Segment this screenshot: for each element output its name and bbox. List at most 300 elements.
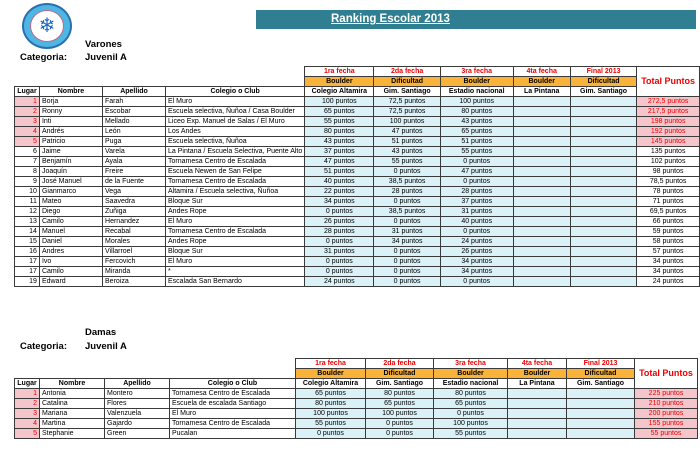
cell-puntos-fecha-5 <box>570 257 636 267</box>
cell-apellido: Recabal <box>103 227 166 237</box>
logo-inner-circle <box>30 10 64 42</box>
cell-puntos-fecha-4 <box>513 207 570 217</box>
damas-category-label: Categoria: <box>20 341 67 352</box>
table-row <box>15 217 700 227</box>
column-header-colegio-o-club: Colegio o Club <box>170 379 296 389</box>
table-row <box>15 399 698 409</box>
table-row <box>15 187 700 197</box>
cell-puntos-fecha-3: 28 puntos <box>440 187 513 197</box>
cell-total-puntos: 66 puntos <box>637 217 700 227</box>
table-row <box>15 267 700 277</box>
cell-puntos-fecha-1: 37 puntos <box>305 147 374 157</box>
discipline-header-4: Boulder <box>508 369 567 379</box>
venue-header-3: Estadio nacional <box>434 379 508 389</box>
cell-puntos-fecha-4 <box>513 227 570 237</box>
cell-puntos-fecha-3: 43 puntos <box>440 117 513 127</box>
cell-puntos-fecha-4 <box>508 399 567 409</box>
cell-puntos-fecha-1: 55 puntos <box>296 419 366 429</box>
cell-puntos-fecha-5 <box>567 399 635 409</box>
cell-puntos-fecha-5 <box>570 167 636 177</box>
cell-puntos-fecha-1: 51 puntos <box>305 167 374 177</box>
cell-puntos-fecha-3: 24 puntos <box>440 237 513 247</box>
cell-puntos-fecha-1: 43 puntos <box>305 137 374 147</box>
venue-header-2: Gim. Santiago <box>374 87 440 97</box>
cell-colegio-club: Tornamesa Centro de Escalada <box>170 389 296 399</box>
table-row <box>15 207 700 217</box>
cell-total-puntos: 217,5 puntos <box>637 107 700 117</box>
cell-puntos-fecha-4 <box>513 217 570 227</box>
cell-total-puntos: 272,5 puntos <box>637 97 700 107</box>
federation-logo <box>22 3 72 49</box>
cell-puntos-fecha-4 <box>513 237 570 247</box>
table-row <box>15 117 700 127</box>
fecha-header-2: 2da fecha <box>366 359 434 369</box>
cell-apellido: Mellado <box>103 117 166 127</box>
cell-puntos-fecha-4 <box>513 157 570 167</box>
cell-apellido: Fercovich <box>103 257 166 267</box>
cell-lugar: 10 <box>15 187 40 197</box>
cell-puntos-fecha-3: 0 puntos <box>440 227 513 237</box>
cell-puntos-fecha-2: 0 puntos <box>374 257 440 267</box>
cell-colegio-club: Los Andes <box>166 127 305 137</box>
cell-lugar: 12 <box>15 207 40 217</box>
cell-apellido: Hernandez <box>103 217 166 227</box>
table-row <box>15 147 700 157</box>
column-header-colegio-o-club: Colegio o Club <box>166 87 305 97</box>
cell-nombre: Gianmarco <box>39 187 102 197</box>
cell-lugar: 17 <box>15 267 40 277</box>
cell-total-puntos: 155 puntos <box>635 419 698 429</box>
cell-total-puntos: 69,5 puntos <box>637 207 700 217</box>
varones-ranking-table <box>14 66 700 287</box>
cell-nombre: Ronny <box>39 107 102 117</box>
cell-puntos-fecha-2: 0 puntos <box>374 197 440 207</box>
cell-colegio-club: Escuela Newen de San Felipe <box>166 167 305 177</box>
cell-puntos-fecha-4 <box>513 177 570 187</box>
cell-nombre: Inti <box>39 117 102 127</box>
cell-lugar: 19 <box>15 277 40 287</box>
discipline-header-5: Dificultad <box>570 77 636 87</box>
cell-puntos-fecha-5 <box>570 127 636 137</box>
cell-lugar: 17 <box>15 257 40 267</box>
table-row <box>15 419 698 429</box>
cell-puntos-fecha-4 <box>513 247 570 257</box>
cell-puntos-fecha-3: 80 puntos <box>434 389 508 399</box>
cell-colegio-club: Tornamesa Centro de Escalada <box>166 177 305 187</box>
fecha-header-4: 4ta fecha <box>508 359 567 369</box>
page-title: Ranking Escolar 2013 <box>331 13 450 25</box>
cell-puntos-fecha-5 <box>567 419 635 429</box>
cell-nombre: Ivo <box>39 257 102 267</box>
cell-puntos-fecha-3: 55 puntos <box>440 147 513 157</box>
cell-puntos-fecha-1: 55 puntos <box>305 117 374 127</box>
cell-puntos-fecha-5 <box>570 207 636 217</box>
cell-puntos-fecha-1: 80 puntos <box>305 127 374 137</box>
cell-puntos-fecha-1: 34 puntos <box>305 197 374 207</box>
cell-puntos-fecha-1: 65 puntos <box>305 107 374 117</box>
cell-puntos-fecha-1: 0 puntos <box>305 207 374 217</box>
cell-total-puntos: 192 puntos <box>637 127 700 137</box>
cell-puntos-fecha-3: 26 puntos <box>440 247 513 257</box>
cell-puntos-fecha-2: 34 puntos <box>374 237 440 247</box>
table-row <box>15 389 698 399</box>
cell-nombre: Catalina <box>40 399 105 409</box>
cell-puntos-fecha-2: 0 puntos <box>374 217 440 227</box>
cell-apellido: Flores <box>105 399 170 409</box>
table-row <box>15 157 700 167</box>
title-banner <box>256 10 696 29</box>
cell-puntos-fecha-4 <box>513 277 570 287</box>
cell-puntos-fecha-2: 55 puntos <box>374 157 440 167</box>
fecha-header-5: Final 2013 <box>570 67 636 77</box>
varones-group-label: Varones <box>85 39 122 50</box>
cell-puntos-fecha-5 <box>570 267 636 277</box>
cell-puntos-fecha-2: 100 puntos <box>374 117 440 127</box>
cell-puntos-fecha-4 <box>513 187 570 197</box>
cell-puntos-fecha-1: 40 puntos <box>305 177 374 187</box>
cell-apellido: Beroiza <box>103 277 166 287</box>
cell-apellido: Escobar <box>103 107 166 117</box>
cell-lugar: 1 <box>15 97 40 107</box>
table-row <box>15 177 700 187</box>
cell-nombre: Mateo <box>39 197 102 207</box>
cell-puntos-fecha-5 <box>567 409 635 419</box>
cell-puntos-fecha-3: 37 puntos <box>440 197 513 207</box>
cell-colegio-club: Bloque Sur <box>166 247 305 257</box>
cell-puntos-fecha-5 <box>570 107 636 117</box>
discipline-header-1: Boulder <box>296 369 366 379</box>
cell-apellido: Farah <box>103 97 166 107</box>
cell-apellido: de la Fuente <box>103 177 166 187</box>
discipline-header-5: Dificultad <box>567 369 635 379</box>
discipline-header-3: Boulder <box>434 369 508 379</box>
table-row <box>15 97 700 107</box>
cell-puntos-fecha-4 <box>513 127 570 137</box>
cell-puntos-fecha-2: 0 puntos <box>366 419 434 429</box>
venue-header-4: La Pintana <box>513 87 570 97</box>
cell-apellido: Montero <box>105 389 170 399</box>
cell-nombre: José Manuel <box>39 177 102 187</box>
cell-total-puntos: 24 puntos <box>637 277 700 287</box>
cell-puntos-fecha-2: 80 puntos <box>366 389 434 399</box>
total-puntos-header: Total Puntos <box>637 67 700 97</box>
header-spacer <box>15 369 296 379</box>
cell-apellido: Puga <box>103 137 166 147</box>
cell-nombre: Camilo <box>39 217 102 227</box>
cell-apellido: Zuñiga <box>103 207 166 217</box>
cell-nombre: Stephanie <box>40 429 105 439</box>
cell-apellido: Miranda <box>103 267 166 277</box>
cell-puntos-fecha-4 <box>508 419 567 429</box>
cell-colegio-club: Tornamesa Centro de Escalada <box>166 227 305 237</box>
varones-category-value: Juvenil A <box>85 52 127 63</box>
cell-colegio-club: Pucalan <box>170 429 296 439</box>
cell-puntos-fecha-4 <box>513 107 570 117</box>
cell-puntos-fecha-3: 55 puntos <box>434 429 508 439</box>
cell-puntos-fecha-3: 0 puntos <box>440 277 513 287</box>
venue-header-5: Gim. Santiago <box>567 379 635 389</box>
cell-apellido: Villarroel <box>103 247 166 257</box>
cell-puntos-fecha-5 <box>570 137 636 147</box>
table-row <box>15 227 700 237</box>
cell-puntos-fecha-2: 72,5 puntos <box>374 97 440 107</box>
cell-puntos-fecha-3: 65 puntos <box>434 399 508 409</box>
discipline-header-2: Dificultad <box>366 369 434 379</box>
table-row <box>15 137 700 147</box>
cell-puntos-fecha-4 <box>513 257 570 267</box>
cell-nombre: Daniel <box>39 237 102 247</box>
damas-ranking-table-container <box>14 358 698 439</box>
cell-lugar: 3 <box>15 117 40 127</box>
cell-colegio-club: Andes Rope <box>166 207 305 217</box>
column-header-apellido: Apellido <box>105 379 170 389</box>
cell-puntos-fecha-5 <box>570 197 636 207</box>
cell-apellido: León <box>103 127 166 137</box>
cell-nombre: Camilo <box>39 267 102 277</box>
cell-puntos-fecha-1: 22 puntos <box>305 187 374 197</box>
cell-apellido: Freire <box>103 167 166 177</box>
cell-puntos-fecha-2: 38,5 puntos <box>374 177 440 187</box>
cell-puntos-fecha-5 <box>570 157 636 167</box>
cell-puntos-fecha-2: 31 puntos <box>374 227 440 237</box>
cell-nombre: Jaime <box>39 147 102 157</box>
cell-apellido: Morales <box>103 237 166 247</box>
table-row <box>15 429 698 439</box>
table-row <box>15 197 700 207</box>
cell-puntos-fecha-4 <box>513 197 570 207</box>
cell-colegio-club: Andes Rope <box>166 237 305 247</box>
cell-total-puntos: 200 puntos <box>635 409 698 419</box>
cell-puntos-fecha-1: 100 puntos <box>305 97 374 107</box>
cell-colegio-club: El Muro <box>170 409 296 419</box>
cell-puntos-fecha-5 <box>570 247 636 257</box>
total-puntos-header: Total Puntos <box>635 359 698 389</box>
cell-puntos-fecha-1: 0 puntos <box>305 237 374 247</box>
cell-total-puntos: 58 puntos <box>637 237 700 247</box>
cell-puntos-fecha-2: 28 puntos <box>374 187 440 197</box>
cell-apellido: Ayala <box>103 157 166 167</box>
cell-puntos-fecha-2: 72,5 puntos <box>374 107 440 117</box>
venue-header-1: Colegio Altamira <box>305 87 374 97</box>
cell-puntos-fecha-3: 0 puntos <box>434 409 508 419</box>
cell-puntos-fecha-1: 31 puntos <box>305 247 374 257</box>
header-spacer <box>15 359 296 369</box>
cell-puntos-fecha-2: 38,5 puntos <box>374 207 440 217</box>
cell-nombre: Benjamín <box>39 157 102 167</box>
cell-colegio-club: * <box>166 267 305 277</box>
cell-nombre: Borja <box>39 97 102 107</box>
cell-apellido: Valenzuela <box>105 409 170 419</box>
cell-puntos-fecha-2: 0 puntos <box>374 247 440 257</box>
cell-puntos-fecha-4 <box>513 167 570 177</box>
cell-total-puntos: 225 puntos <box>635 389 698 399</box>
cell-puntos-fecha-5 <box>570 227 636 237</box>
cell-puntos-fecha-3: 65 puntos <box>440 127 513 137</box>
cell-nombre: Andres <box>39 247 102 257</box>
cell-puntos-fecha-2: 0 puntos <box>366 429 434 439</box>
cell-total-puntos: 71 puntos <box>637 197 700 207</box>
cell-puntos-fecha-5 <box>570 97 636 107</box>
cell-puntos-fecha-5 <box>570 187 636 197</box>
cell-puntos-fecha-2: 51 puntos <box>374 137 440 147</box>
cell-lugar: 7 <box>15 157 40 167</box>
discipline-header-4: Boulder <box>513 77 570 87</box>
cell-puntos-fecha-3: 34 puntos <box>440 257 513 267</box>
cell-puntos-fecha-3: 80 puntos <box>440 107 513 117</box>
cell-nombre: Martina <box>40 419 105 429</box>
cell-puntos-fecha-5 <box>570 217 636 227</box>
cell-nombre: Manuel <box>39 227 102 237</box>
table-row <box>15 247 700 257</box>
cell-lugar: 2 <box>15 107 40 117</box>
cell-total-puntos: 78 puntos <box>637 187 700 197</box>
cell-lugar: 5 <box>15 137 40 147</box>
cell-lugar: 2 <box>15 399 40 409</box>
cell-colegio-club: Escuela selectiva, Ñuñoa / Casa Boulder <box>166 107 305 117</box>
cell-colegio-club: Liceo Exp. Manuel de Salas / El Muro <box>166 117 305 127</box>
fecha-header-1: 1ra fecha <box>305 67 374 77</box>
cell-colegio-club: El Muro <box>166 97 305 107</box>
cell-puntos-fecha-5 <box>570 147 636 157</box>
cell-puntos-fecha-4 <box>508 409 567 419</box>
cell-nombre: Antonia <box>40 389 105 399</box>
cell-lugar: 8 <box>15 167 40 177</box>
discipline-header-3: Boulder <box>440 77 513 87</box>
header-spacer <box>15 67 305 77</box>
cell-puntos-fecha-5 <box>567 389 635 399</box>
cell-puntos-fecha-2: 43 puntos <box>374 147 440 157</box>
cell-puntos-fecha-3: 100 puntos <box>434 419 508 429</box>
cell-puntos-fecha-1: 80 puntos <box>296 399 366 409</box>
cell-lugar: 15 <box>15 237 40 247</box>
snowflake-icon: ❄ <box>38 15 56 37</box>
cell-puntos-fecha-3: 0 puntos <box>440 177 513 187</box>
column-header-apellido: Apellido <box>103 87 166 97</box>
cell-puntos-fecha-4 <box>508 389 567 399</box>
cell-lugar: 13 <box>15 217 40 227</box>
cell-puntos-fecha-1: 100 puntos <box>296 409 366 419</box>
cell-colegio-club: Altamira / Escuela selectiva, Ñuñoa <box>166 187 305 197</box>
table-row <box>15 409 698 419</box>
varones-category-label: Categoria: <box>20 52 67 63</box>
cell-lugar: 4 <box>15 127 40 137</box>
cell-apellido: Vega <box>103 187 166 197</box>
damas-ranking-table <box>14 358 698 439</box>
cell-puntos-fecha-4 <box>513 267 570 277</box>
cell-puntos-fecha-1: 26 puntos <box>305 217 374 227</box>
cell-colegio-club: Tornamesa Centro de Escalada <box>170 419 296 429</box>
cell-colegio-club: Escalada San Bernardo <box>166 277 305 287</box>
cell-puntos-fecha-2: 0 puntos <box>374 267 440 277</box>
cell-total-puntos: 102 puntos <box>637 157 700 167</box>
fecha-header-5: Final 2013 <box>567 359 635 369</box>
cell-lugar: 3 <box>15 409 40 419</box>
cell-puntos-fecha-1: 0 puntos <box>305 257 374 267</box>
cell-puntos-fecha-2: 100 puntos <box>366 409 434 419</box>
venue-header-3: Estadio nacional <box>440 87 513 97</box>
cell-puntos-fecha-1: 47 puntos <box>305 157 374 167</box>
cell-puntos-fecha-2: 0 puntos <box>374 277 440 287</box>
cell-total-puntos: 198 puntos <box>637 117 700 127</box>
table-row <box>15 107 700 117</box>
cell-lugar: 9 <box>15 177 40 187</box>
cell-total-puntos: 55 puntos <box>635 429 698 439</box>
cell-lugar: 6 <box>15 147 40 157</box>
cell-apellido: Green <box>105 429 170 439</box>
cell-puntos-fecha-4 <box>513 147 570 157</box>
cell-lugar: 1 <box>15 389 40 399</box>
cell-puntos-fecha-4 <box>513 117 570 127</box>
cell-lugar: 14 <box>15 227 40 237</box>
cell-apellido: Saavedra <box>103 197 166 207</box>
cell-puntos-fecha-4 <box>508 429 567 439</box>
cell-colegio-club: Tornamesa Centro de Escalada <box>166 157 305 167</box>
cell-apellido: Gajardo <box>105 419 170 429</box>
cell-total-puntos: 34 puntos <box>637 257 700 267</box>
cell-colegio-club: El Muro <box>166 217 305 227</box>
fecha-header-3: 3ra fecha <box>440 67 513 77</box>
cell-lugar: 11 <box>15 197 40 207</box>
cell-total-puntos: 59 puntos <box>637 227 700 237</box>
cell-total-puntos: 78,5 puntos <box>637 177 700 187</box>
cell-total-puntos: 98 puntos <box>637 167 700 177</box>
cell-nombre: Mariana <box>40 409 105 419</box>
table-row <box>15 257 700 267</box>
cell-total-puntos: 34 puntos <box>637 267 700 277</box>
table-row <box>15 277 700 287</box>
cell-colegio-club: Escuela de escalada Santiago <box>170 399 296 409</box>
cell-lugar: 5 <box>15 429 40 439</box>
cell-nombre: Edward <box>39 277 102 287</box>
cell-puntos-fecha-3: 51 puntos <box>440 137 513 147</box>
cell-puntos-fecha-5 <box>570 237 636 247</box>
cell-colegio-club: La Pintana / Escuela Selectiva, Puente Alto <box>166 147 305 157</box>
cell-puntos-fecha-2: 65 puntos <box>366 399 434 409</box>
cell-puntos-fecha-1: 28 puntos <box>305 227 374 237</box>
fecha-header-3: 3ra fecha <box>434 359 508 369</box>
fecha-header-4: 4ta fecha <box>513 67 570 77</box>
cell-colegio-club: Bloque Sur <box>166 197 305 207</box>
cell-lugar: 4 <box>15 419 40 429</box>
venue-header-2: Gim. Santiago <box>366 379 434 389</box>
cell-nombre: Andrés <box>39 127 102 137</box>
cell-total-puntos: 145 puntos <box>637 137 700 147</box>
cell-puntos-fecha-2: 47 puntos <box>374 127 440 137</box>
cell-puntos-fecha-3: 0 puntos <box>440 157 513 167</box>
cell-colegio-club: Escuela selectiva, Ñuñoa <box>166 137 305 147</box>
cell-puntos-fecha-3: 40 puntos <box>440 217 513 227</box>
venue-header-4: La Pintana <box>508 379 567 389</box>
venue-header-1: Colegio Altamira <box>296 379 366 389</box>
cell-puntos-fecha-3: 47 puntos <box>440 167 513 177</box>
cell-puntos-fecha-1: 24 puntos <box>305 277 374 287</box>
cell-colegio-club: El Muro <box>166 257 305 267</box>
discipline-header-2: Dificultad <box>374 77 440 87</box>
column-header-lugar: Lugar <box>15 87 40 97</box>
cell-puntos-fecha-5 <box>567 429 635 439</box>
cell-nombre: Diego <box>39 207 102 217</box>
cell-puntos-fecha-3: 34 puntos <box>440 267 513 277</box>
cell-lugar: 16 <box>15 247 40 257</box>
column-header-lugar: Lugar <box>15 379 40 389</box>
cell-puntos-fecha-5 <box>570 277 636 287</box>
cell-puntos-fecha-5 <box>570 117 636 127</box>
cell-apellido: Varela <box>103 147 166 157</box>
cell-puntos-fecha-1: 65 puntos <box>296 389 366 399</box>
venue-header-5: Gim. Santiago <box>570 87 636 97</box>
discipline-header-1: Boulder <box>305 77 374 87</box>
column-header-nombre: Nombre <box>40 379 105 389</box>
